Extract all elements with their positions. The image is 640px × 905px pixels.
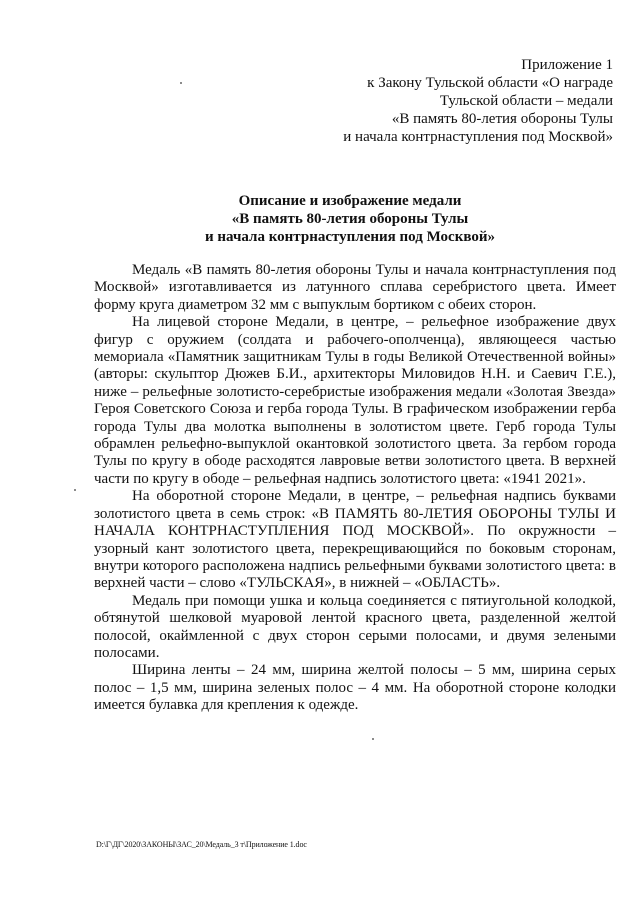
appendix-line-5: и начала контрнаступления под Москвой» [343,129,613,145]
title-line-3: и начала контрнаступления под Москвой» [205,229,495,245]
paragraph-obverse: На лицевой стороне Медали, в центре, – рельефное изображение двух фигур с оружием (солдата и рабочего-ополченца), являющееся частью мемориала «Памятник защитникам Тулы в годы Великой Отечественной войны» (авторы: скульптор Дюжев Б.И., архитекторы Миловидов Н.Н. и Саевич Г.Е.), ниже – рельефные золотисто-серебристые изображения медали «Золотая Звезда» Героя Советского Союза и герба города Тулы. В графическом изображении герба города Тулы два молотка выполнены в золотистом цвете. Герб города Тулы обрамлен рельефно-выпуклой окантовкой золотистого цвета. За гербом города Тулы по кругу в ободе расходятся лавровые ветви золотистого цвета. В верхней части по кругу в ободе – рельефная надпись золотистого цвета: «1941 2021». [94,314,616,487]
appendix-line-2: к Закону Тульской области «О награде [367,75,613,91]
title-line-2: «В память 80-летия обороны Тулы [231,211,469,227]
appendix-header [343,56,613,146]
scan-speck [372,738,374,740]
paragraph-reverse: На оборотной стороне Медали, в центре, – рельефная надпись буквами золотистого цвета в семь строк: «В ПАМЯТЬ 80-ЛЕТИЯ ОБОРОНЫ ТУЛЫ И НАЧАЛА КОНТРНАСТУПЛЕНИЯ ПОД МОСКВОЙ». По окружности – узорный кант золотистого цвета, перекрещивающийся по боковым сторонам, внутри которого расположена надпись рельефными буквами золотистого цвета: в верхней части – слово «ТУЛЬСКАЯ», в нижней – «ОБЛАСТЬ». [94,488,616,592]
paragraph-medal-material: Медаль «В память 80-летия обороны Тулы и начала контрнаступления под Москвой» изготавливается из латунного сплава серебристого цвета. Имеет форму круга диаметром 32 мм с выпуклым бортиком с обеих сторон. [94,262,616,313]
paragraph-ribbon: Медаль при помощи ушка и кольца соединяется с пятиугольной колодкой, обтянутой шелковой муаровой лентой красного цвета, разделенной желтой полосой, окаймленной с двух сторон серыми полосами, и двумя зелеными полосами. [94,592,616,661]
appendix-line-3: Тульской области – медали [439,93,613,109]
appendix-line-4: «В память 80-летия обороны Тулы [391,111,613,127]
document-title [40,192,640,246]
document-body [94,262,616,715]
scan-speck [74,489,76,491]
appendix-line-1: Приложение 1 [521,57,613,73]
title-line-1: Описание и изображение медали [238,193,462,209]
scan-speck [180,82,182,84]
file-path-footer: D:\Г\ДГ\2020\ЗАКОНЫ\ЗАС_20\Медаль_3 т\Приложение 1.doc [96,840,307,849]
paragraph-dimensions: Ширина ленты – 24 мм, ширина желтой полосы – 5 мм, ширина серых полос – 1,5 мм, ширина зеленых полос – 4 мм. На оборотной стороне колодки имеется булавка для крепления к одежде. [94,662,616,714]
